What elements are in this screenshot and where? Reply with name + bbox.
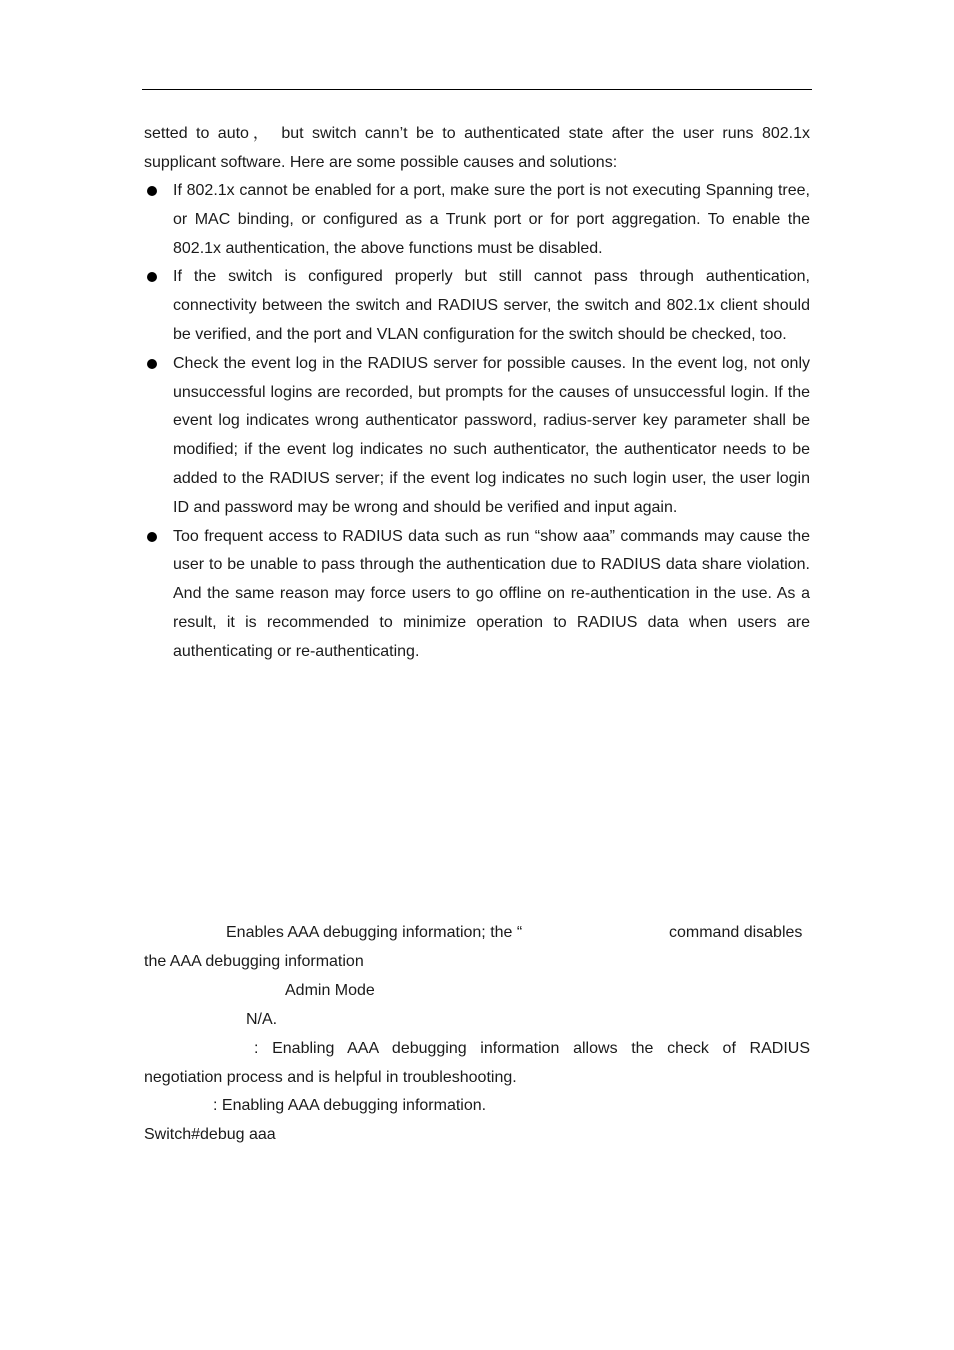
bullet-icon [147,532,157,542]
causes-list [144,177,810,667]
usage-guide-cont: negotiation process and is helpful in troubleshooting. [144,1069,517,1086]
list-item: If 802.1x cannot be enabled for a port, make sure the port is not executing Spanning tree, or MAC binding, or configured as a Trunk port or for port aggregation. To enable the 802.1x authentication, the above functions must be disabled. [144,177,810,263]
intro-paragraph: setted to auto， but switch cann’t be to authenticated state after the user runs 802.1x supplicant software. Here are some possible causes and solutions: [144,125,810,171]
bullet-icon [147,272,157,282]
bullet-icon [147,359,157,369]
header-rule [142,89,812,90]
list-item: Too frequent access to RADIUS data such as run “show aaa” commands may cause the user to be unable to pass through the authentication due to RADIUS data share violation. And the same reason may force users to go offline on re-authentication in the use. As a result, it is recommended to minimize operation to RADIUS data when users are authenticating or re-authenticating. [144,523,810,667]
usage-guide: : Enabling AAA debugging information allows the check of RADIUS [254,1040,810,1057]
function-text-start: Enables AAA debugging information; the “ [226,924,523,941]
command-mode: Admin Mode [285,982,375,999]
function-text-cont: the AAA debugging information [144,953,364,970]
default-value: N/A. [246,1011,278,1028]
list-item: Check the event log in the RADIUS server for possible causes. In the event log, not only unsuccessful logins are recorded, but prompts for the causes of unsuccessful login. If the event log indicates wrong authenticator password, radius-server key parameter shall be modified; if the event log indicates no such authenticator, the authenticator needs to be added to the RADIUS server; if the event log indicates no such login user, the user login ID and password may be wrong and should be verified and input again. [144,350,810,523]
example-description: : Enabling AAA debugging information. [213,1097,487,1114]
bullet-icon [147,186,157,196]
list-item: If the switch is configured properly but still cannot pass through authentication, connectivity between the switch and RADIUS server, the switch and 802.1x client should be verified, and the port and VLAN configuration for the switch should be checked, too. [144,263,810,349]
example-command: Switch#debug aaa [144,1126,276,1143]
function-text-end: command disables [669,924,803,941]
